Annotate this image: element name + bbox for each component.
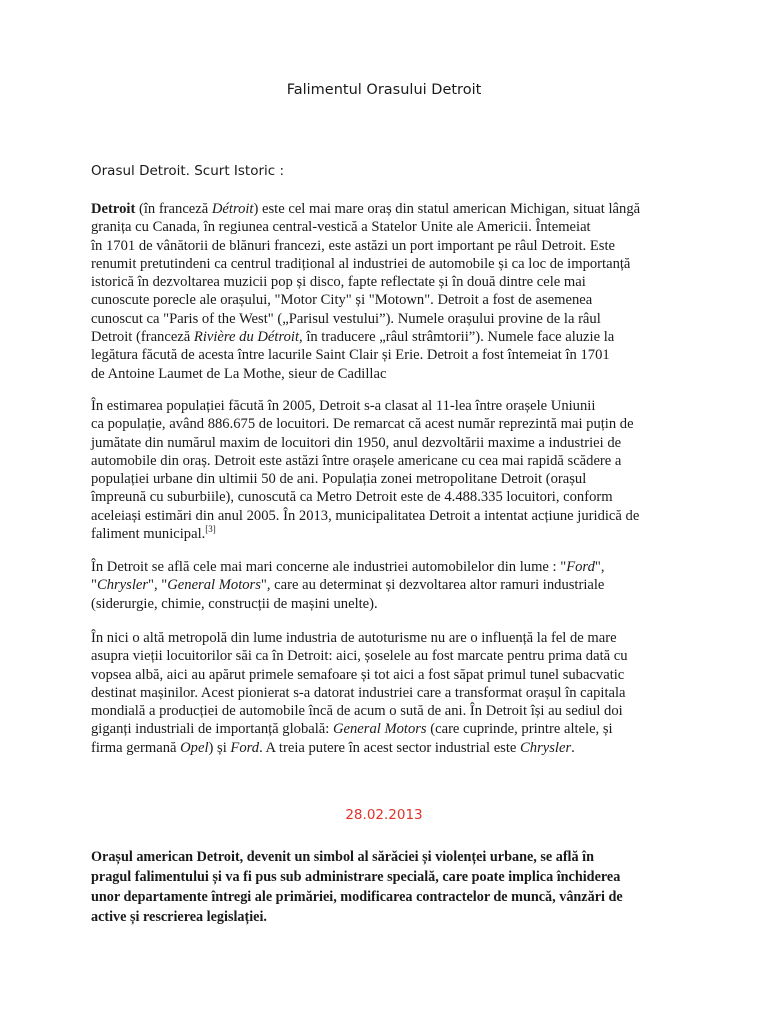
paragraph-bankruptcy-summary	[91, 847, 683, 927]
text-line: în 1701 de vânătorii de blănuri francezi, este astăzi un port important pe râul Detroit. Este	[91, 237, 615, 254]
italic-span: Ford	[230, 739, 260, 756]
text-line: aceleiași estimări din anul 2005. În 2013, municipalitatea Detroit a intentat acțiune juridică de	[91, 507, 640, 524]
italic-span: Rivière du Détroit	[193, 329, 300, 346]
italic-span: Opel	[180, 739, 209, 756]
text-span: (care cuprinde, printre altele, și	[426, 721, 613, 738]
text-line: împreună cu suburbiile), cunoscută ca Metro Detroit este de 4.488.335 locuitori, conform	[91, 489, 613, 506]
italic-span: Détroit	[211, 201, 254, 217]
text-span: ",	[594, 559, 605, 575]
paragraph-history	[91, 200, 683, 383]
text-span: ) este cel mai mare oraș din statul american Michigan, situat lângă	[253, 201, 641, 217]
text-line: de Antoine Laumet de La Mothe, sieur de Cadillac	[91, 365, 387, 382]
italic-span: Ford	[566, 559, 595, 575]
text-span: firma germană	[91, 739, 181, 756]
italic-span: General Motors	[332, 721, 427, 738]
text-span: ", care au determinat și dezvoltarea altor ramuri industriale	[260, 577, 605, 594]
text-line	[91, 525, 683, 543]
text-span: giganți industriali de importanță globală:	[91, 721, 333, 738]
text-line: Orașul american Detroit, devenit un simbol al sărăciei și violenței urbane, se află în	[91, 849, 594, 865]
text-line: istorică în dezvoltarea muzicii pop și disco, fapte reflectate și în două dintre cele mai	[91, 274, 586, 291]
text-line: populației urbane din ultimii 50 de ani. Populația zonei metropolitane Detroit (orașul	[91, 471, 587, 488]
italic-span: Chrysler	[520, 739, 572, 756]
text-line: active și rescrierea legislației.	[91, 909, 267, 925]
text-span: (în franceză	[135, 201, 212, 217]
text-line	[91, 200, 683, 218]
text-line: renumit pretutindeni ca centrul tradițional al industriei de automobile și ca loc de importanță	[91, 255, 631, 272]
italic-span: Chrysler	[96, 577, 149, 594]
text-line: (siderurgie, chimie, construcții de mașini unelte).	[91, 595, 378, 612]
text-span: "	[91, 577, 97, 594]
detroit-bold: Detroit	[91, 201, 136, 217]
text-line	[91, 558, 683, 576]
text-line	[91, 328, 683, 346]
text-line	[91, 720, 683, 738]
text-line: În nici o altă metropolă din lume industria de autoturisme nu are o influență la fel de mare	[91, 630, 617, 646]
text-span: În Detroit se află cele mai mari concerne ale industriei automobilelor din lume : "	[91, 559, 567, 575]
text-line: pragul falimentului și va fi pus sub administrare specială, care poate implica închiderea	[91, 869, 621, 885]
text-span: .	[571, 739, 575, 756]
text-line: granița cu Canada, în regiunea central-vestică a Statelor Unite ale Americii. Întemeiat	[91, 219, 591, 236]
text-line: cunoscute porecle ale orașului, "Motor City" și "Motown". Detroit a fost de asemenea	[91, 292, 593, 309]
paragraph-population	[91, 397, 683, 543]
text-span: ) și	[208, 739, 231, 756]
text-line: asupra vieții locuitorilor săi ca în Detroit: aici, șoselele au fost marcate pentru prima dată cu	[91, 648, 628, 665]
text-line: vopsea albă, aici au apărut primele semafoare și tot aici a fost săpat primul tunel subacvatic	[91, 666, 625, 683]
text-line	[91, 739, 683, 757]
reference-link[interactable]: [3]	[205, 524, 216, 535]
text-line: ca populație, având 886.675 de locuitori. De remarcat că acest număr reprezintă mai puțin de	[91, 416, 634, 433]
text-line	[91, 576, 683, 594]
text-line: jumătate din numărul maxim de locuitori din 1950, anul dezvoltării maxime a industriei de	[91, 434, 622, 451]
text-line: mondială a producției de automobile încă de acum o sută de ani. În Detroit își au sediul doi	[91, 703, 623, 720]
text-span: Detroit (franceză	[91, 329, 194, 346]
text-line: unor departamente întregi ale primăriei, modificarea contractelor de muncă, vânzări de	[91, 889, 623, 905]
paragraph-metropolis	[91, 629, 683, 757]
italic-span: General Motors	[167, 577, 261, 594]
text-span: . A treia putere în acest sector industrial este	[259, 739, 521, 756]
text-line: destinat mașinilor. Acest pionierat s-a datorat industriei care a transformat orașul în capitala	[91, 684, 626, 701]
text-line: cunoscut ca "Paris of the West" („Parisul vestului”). Numele orașului provine de la râul	[91, 310, 601, 327]
text-span: , în traducere „râul strâmtorii”). Numele face aluzie la	[299, 329, 615, 346]
text-line: legătura făcută de acesta între lacurile Saint Clair și Erie. Detroit a fost întemeiat în 1701	[91, 347, 610, 364]
text-line: automobile din oraș. Detroit este astăzi între orașele americane cu cea mai rapidă scădere a	[91, 452, 622, 469]
document-title: Falimentul Orasului Detroit	[286, 82, 482, 98]
text-span: ", "	[148, 577, 168, 594]
text-line: În estimarea populației făcută în 2005, Detroit s-a clasat al 11-lea între orașele Uniunii	[91, 398, 596, 414]
text-span: faliment municipal.	[91, 526, 206, 543]
news-date: 28.02.2013	[345, 807, 423, 823]
section-heading: Orasul Detroit. Scurt Istoric :	[91, 163, 285, 179]
paragraph-industry	[91, 558, 683, 613]
